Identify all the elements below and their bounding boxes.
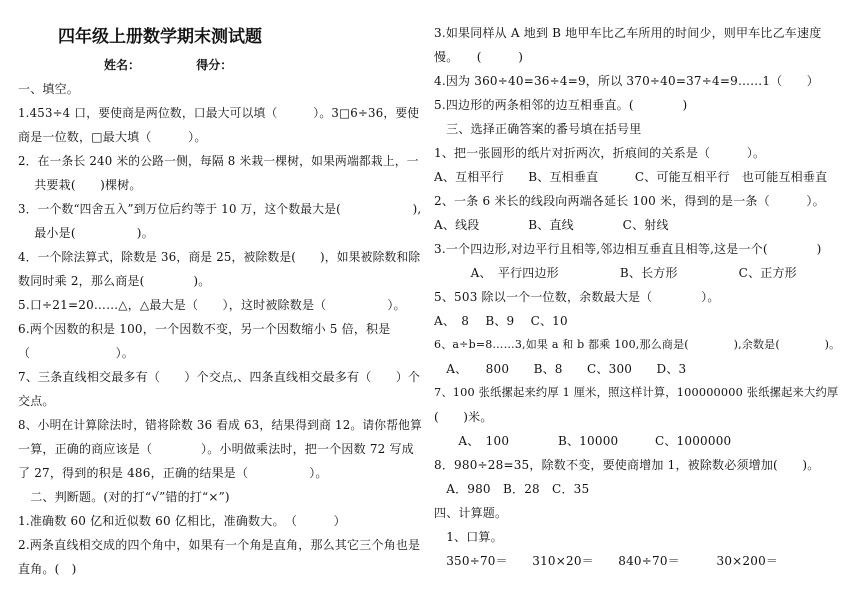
question-line: 8、小明在计算除法时，错将除数 36 看成 63，结果得到商 12。请你帮他算 (18, 418, 423, 432)
question-line: 1.准确数 60 亿和近似数 60 亿相比，准确数大。 （ ） (18, 514, 346, 528)
answer-options: A、 8 B、9 C、10 (434, 314, 568, 328)
page-title: 四年级上册数学期末测试题 (58, 27, 262, 47)
question-line: 慢。 ( ) (434, 50, 524, 64)
question-line: （ ）。 (18, 346, 135, 360)
section-heading: 一、填空。 (18, 82, 80, 96)
question-line: 共要栽( )棵树。 (18, 178, 142, 192)
answer-options: A、互相平行 B、互相垂直 C、可能互相平行 也可能互相垂直 (434, 170, 828, 184)
question-line: 7、100 张纸摞起来约厚 1 厘米，照这样计算，100000000 张纸摞起来大约厚 (434, 386, 839, 399)
question-line: 1.453÷4 口，要使商是两位数，口最大可以填（ ）。3□6÷36，要使 (18, 106, 420, 120)
question-line: 5.口÷21=20……△，△最大是（ ），这时被除数是（ ）。 (18, 298, 406, 312)
question-line: 3.如果同样从 A 地到 B 地甲车比乙车所用的时间少，则甲车比乙车速度 (434, 26, 822, 40)
question-line: 商是一位数，□最大填（ ）。 (18, 130, 207, 144)
question-line: 最小是( )。 (18, 226, 154, 240)
question-line: 6、a÷b=8……3,如果 a 和 b 都乘 100,那么商是( ),余数是( )。 (434, 338, 841, 351)
question-line: 8．980÷28=35，除数不变，要使商增加 1，被除数必须增加( )。 (434, 458, 820, 472)
question-line: 3．一个数“四舍五入”到万位后约等于 10 万，这个数最大是( ), (18, 202, 422, 216)
question-line: 2、一条 6 米长的线段向两端各延长 100 米，得到的是一条（ ）。 (434, 194, 825, 208)
answer-options: A、 800 B、8 C、300 D、3 (434, 362, 687, 376)
name-label: 姓名： (104, 58, 141, 72)
question-line: 一算，正确的商应该是（ ）。小明做乘法时，把一个因数 72 写成 (18, 442, 414, 456)
question-line: 4．一个除法算式，除数是 36，商是 25，被除数是( )，如果被除数和除 (18, 250, 421, 264)
question-line: 3.一个四边形,对边平行且相等,邻边相互垂直且相等,这是一个( ) (434, 242, 822, 256)
calculation-line: 350÷70＝ 310×20＝ 840÷70＝ 30×200＝ (434, 554, 779, 568)
section-heading: 四、计算题。 (434, 506, 508, 520)
student-info-bar (104, 57, 254, 73)
subsection-heading: 1、口算。 (434, 530, 503, 544)
answer-options: A、 100 B、10000 C、1000000 (434, 434, 732, 448)
answer-options: A、 平行四边形 B、长方形 C、正方形 (434, 266, 797, 280)
question-line: 5、503 除以一个一位数，余数最大是（ ）。 (434, 290, 720, 304)
answer-options: A．980 B．28 C．35 (434, 482, 590, 496)
question-line: 7、三条直线相交最多有（ ）个交点,、四条直线相交最多有（ ）个 (18, 370, 421, 384)
answer-options: A、线段 B、直线 C、射线 (434, 218, 669, 232)
section-heading: 三、选择正确答案的番号填在括号里 (434, 122, 642, 136)
question-line: 直角。( ) (18, 562, 77, 576)
question-line: 2.两条直线相交成的四个角中，如果有一个角是直角，那么其它三个角也是 (18, 538, 421, 552)
question-line: 5.四边形的两条相邻的边互相垂直。( ) (434, 98, 688, 112)
question-line: ( )米。 (434, 410, 493, 424)
section-heading: 二、判断题。(对的打“√”错的打“×”) (18, 490, 230, 504)
question-line: 数同时乘 2，那么商是( )。 (18, 274, 211, 288)
question-line: 4.因为 360÷40=36÷4=9，所以 370÷40=37÷4=9……1（ ） (434, 74, 819, 88)
question-line: 1、把一张圆形的纸片对折两次，折痕间的关系是（ ）。 (434, 146, 766, 160)
question-line: 了 27，得到的积是 486，正确的结果是（ ）。 (18, 466, 328, 480)
question-line: 6.两个因数的积是 100，一个因数不变，另一个因数缩小 5 倍，积是 (18, 322, 391, 336)
question-line: 交点。 (18, 394, 55, 408)
score-label: 得分： (196, 58, 233, 72)
question-line: 2．在一条长 240 米的公路一侧，每隔 8 米栽一棵树，如果两端都栽上，一 (18, 154, 419, 168)
